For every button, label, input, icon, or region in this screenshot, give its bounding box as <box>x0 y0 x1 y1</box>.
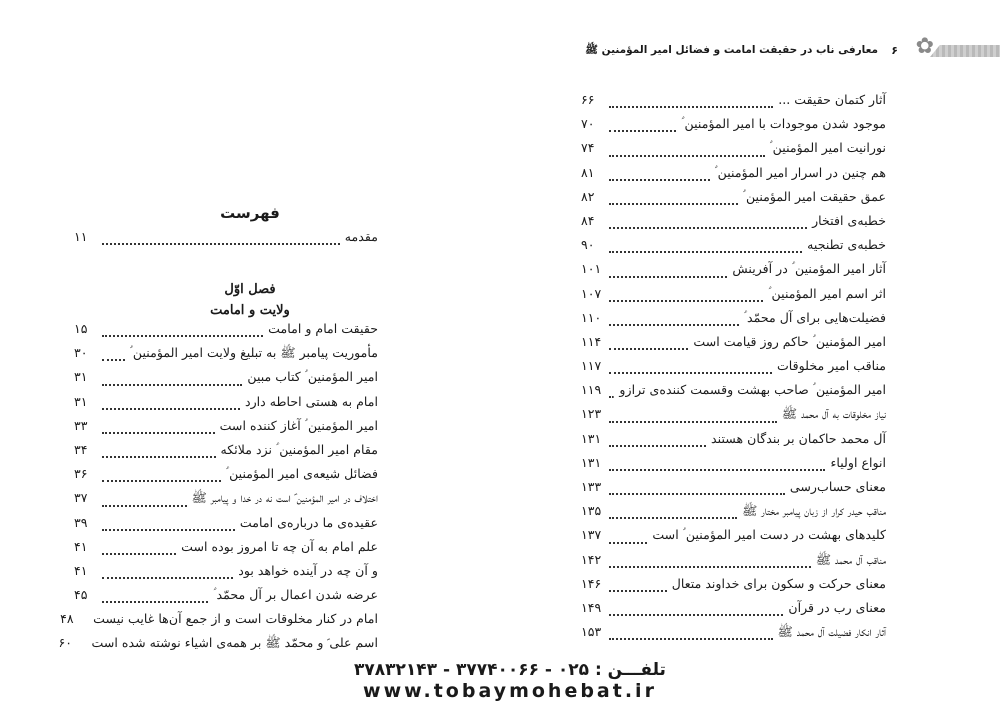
leader-dots <box>609 129 676 132</box>
leader-dots <box>102 479 221 482</box>
toc-entry-page: ۳۶ <box>74 466 88 482</box>
toc-row[interactable] <box>581 286 886 310</box>
toc-entry-page: ۷۴ <box>581 140 595 156</box>
toc-row[interactable] <box>74 394 378 418</box>
toc-entry-page: ۸۱ <box>581 164 595 180</box>
toc-entry-page: ۸۴ <box>581 212 595 228</box>
toc-entry-title: آل محمد حاکمان بر بندگان هستند <box>711 430 886 446</box>
toc-entry-title: معنای رب در قرآن <box>788 599 886 615</box>
toc-row[interactable] <box>74 321 378 345</box>
toc-row[interactable] <box>74 418 378 442</box>
toc-entry-page: ۱۴۹ <box>581 599 602 615</box>
toc-entry-page: ۳۴ <box>74 441 88 457</box>
leader-dots <box>609 492 785 495</box>
toc-row[interactable] <box>74 442 378 466</box>
toc-entry-title: عمق حقیقت امیر المؤمنین ؑ <box>742 188 886 204</box>
toc-entry-page: ۱۳۷ <box>581 527 602 543</box>
toc-entry-page: ۴۱ <box>74 562 88 578</box>
footer-phone <box>320 660 700 680</box>
toc-row[interactable] <box>581 479 886 503</box>
toc-entry-page: ۱۰۱ <box>581 261 602 277</box>
toc-row[interactable] <box>581 116 886 140</box>
leader-dots <box>609 613 783 616</box>
leader-dots <box>609 516 737 519</box>
toc-entry-page: ۶۰ <box>58 635 73 651</box>
toc-row[interactable] <box>581 455 886 479</box>
toc-row[interactable] <box>74 229 378 253</box>
toc-entry-title: امام به هستی احاطه دارد <box>244 393 378 409</box>
toc-entry-title: آثار کتمان حقیقت ... <box>778 92 886 107</box>
leader-dots <box>102 431 215 434</box>
toc-entry-title: و آن چه در آینده خواهد بود <box>238 562 378 578</box>
toc-row[interactable] <box>581 576 886 600</box>
toc-entry-page: ۸۲ <box>581 188 595 204</box>
toc-list-left <box>58 321 378 660</box>
toc-row[interactable] <box>581 213 886 237</box>
website-link[interactable]: www.tobaymohebat.ir <box>363 680 657 702</box>
book-title: معارفی ناب در حقیقت امامت و فضائل امیر المؤمنین ﷺ <box>585 44 878 56</box>
toc-entry-title: کلیدهای بهشت در دست امیر المؤمنین ؑ است <box>652 527 886 543</box>
toc-entry-title: انواع اولیاء <box>830 454 886 470</box>
leader-dots <box>609 226 807 229</box>
toc-entry-page: ۳۷ <box>74 490 88 506</box>
toc-entry-page: ۳۹ <box>74 514 88 530</box>
toc-entry-title: مقدمه <box>344 229 378 244</box>
toc-row[interactable] <box>581 334 886 358</box>
toc-entry-page: ۳۰ <box>74 345 88 361</box>
leader-dots <box>609 395 614 398</box>
toc-entry-title: معنای حرکت و سکون برای خداوند متعال <box>671 575 886 591</box>
toc-entry-title: مناقب امیر مخلوقات <box>776 358 886 374</box>
toc-heading: فهرست <box>220 204 280 222</box>
toc-entry-page: ۱۳۳ <box>581 479 602 494</box>
toc-row[interactable] <box>58 635 378 659</box>
toc-row[interactable] <box>581 189 886 213</box>
toc-entry-title: مناقب آل محمد ﷺ <box>815 551 886 567</box>
toc-row[interactable] <box>74 466 378 490</box>
toc-entry-title: موجود شدن موجودات با امیر المؤمنین ؑ <box>681 116 886 132</box>
toc-entry-title: عقیده‌ی ما درباره‌ی امامت <box>239 514 378 530</box>
toc-entry-page: ۱۳۱ <box>581 454 602 470</box>
leader-dots <box>102 383 242 386</box>
toc-entry-title: خطبه‌ی تطنجیه <box>807 237 886 253</box>
page-number: ۶ <box>891 44 898 57</box>
toc-row[interactable] <box>581 237 886 261</box>
leader-dots <box>609 637 773 640</box>
leader-dots <box>609 105 773 108</box>
toc-entry-title: خطبه‌ی افتخار <box>812 212 886 228</box>
leader-dots <box>102 528 235 531</box>
leader-dots <box>102 358 125 361</box>
toc-entry-page: ۴۸ <box>60 611 74 627</box>
leader-dots <box>609 347 688 350</box>
toc-row[interactable] <box>581 358 886 382</box>
toc-entry-title: امیر المؤمنین ؑ آغاز کننده است <box>219 417 378 433</box>
toc-entry-title: فضائل شیعه‌ی امیر المؤمنین ؑ <box>225 466 378 482</box>
toc-entry-title: معنای حساب‌رسی <box>789 479 886 494</box>
running-header <box>574 34 1000 64</box>
toc-row[interactable] <box>74 587 378 611</box>
toc-entry-page: ۶۶ <box>581 92 595 107</box>
toc-entry-page: ۷۰ <box>581 116 595 132</box>
toc-entry-page: ۱۳۵ <box>581 503 602 519</box>
toc-entry-title: امام در کنار مخلوقات است و از جمع آن‌ها غایب نیست <box>93 611 378 627</box>
toc-entry-title: امیر المؤمنین ؑ حاکم روز قیامت است <box>693 333 886 349</box>
toc-entry-title: امیر المؤمنین ؑ صاحب بهشت وقسمت کننده‌ی ترازو <box>619 382 886 398</box>
toc-row[interactable] <box>581 527 886 551</box>
leader-dots <box>102 242 340 245</box>
toc-entry-page: ۳۱ <box>74 369 88 385</box>
toc-row[interactable] <box>581 406 886 430</box>
leader-dots <box>609 371 772 374</box>
leader-dots <box>102 600 208 603</box>
chapter-title: ولایت و امامت <box>210 303 290 318</box>
toc-entry-title: اسم علی ؑ و محمّد ﷺ بر همه‌ی اشیاء نوشته شده است <box>91 635 378 651</box>
toc-entry-title: عرضه شدن اعمال بر آل محمّد ؑ <box>213 587 378 603</box>
toc-row[interactable] <box>581 140 886 164</box>
leader-dots <box>102 576 233 579</box>
toc-entry-page: ۹۰ <box>581 237 595 253</box>
leader-dots <box>102 552 176 555</box>
toc-entry-title: آثار امیر المؤمنین ؑ در آفرینش <box>732 261 886 277</box>
toc-entry-title: نیاز مخلوقات به آل محمد ﷺ <box>781 406 886 422</box>
toc-intro <box>74 229 378 253</box>
toc-entry-page: ۱۱۹ <box>581 382 602 398</box>
leader-dots <box>609 444 706 447</box>
leader-dots <box>609 178 710 181</box>
toc-list-right <box>581 92 886 648</box>
toc-entry-page: ۱۳۱ <box>581 430 602 446</box>
phone-label: تلفـــن : <box>594 660 666 680</box>
leader-dots <box>102 455 216 458</box>
toc-entry-page: ۱۰۷ <box>581 285 602 301</box>
toc-entry-title: مناقب حیدر کرار از زبان پیامبر مختار ﷺ <box>742 503 886 519</box>
leader-dots <box>609 468 825 471</box>
toc-entry-title: علم امام به آن چه تا امروز بوده است <box>181 538 378 554</box>
toc-entry-title: نورانیت امیر المؤمنین ؑ <box>769 140 886 156</box>
toc-entry-page: ۴۱ <box>74 538 88 554</box>
leader-dots <box>102 504 187 507</box>
toc-entry-page: ۱۴۶ <box>581 575 602 591</box>
toc-entry-title: اختلاف در امیر المؤمنین ؑ است نه در خدا و پیامبر ﷺ <box>191 490 378 506</box>
toc-row[interactable] <box>581 310 886 334</box>
toc-row[interactable] <box>581 600 886 624</box>
floral-ornament-icon: ✿ <box>915 34 934 59</box>
toc-row[interactable] <box>581 165 886 189</box>
toc-entry-title: آثار انکار فضیلت آل محمد ﷺ <box>777 624 886 640</box>
toc-row[interactable] <box>581 382 886 406</box>
toc-entry-title: مقام امیر المؤمنین ؑ نزد ملائکه <box>220 441 378 457</box>
toc-row[interactable] <box>74 539 378 563</box>
leader-dots <box>609 250 802 253</box>
toc-entry-title: امیر المؤمنین ؑ کتاب مبین <box>247 369 378 385</box>
toc-row[interactable] <box>581 503 886 527</box>
leader-dots <box>609 589 667 592</box>
toc-entry-title: حقیقت امام و امامت <box>268 321 378 336</box>
toc-row[interactable] <box>74 345 378 369</box>
toc-row[interactable] <box>60 611 378 635</box>
leader-dots <box>609 323 739 326</box>
toc-row[interactable] <box>74 490 378 514</box>
leader-dots <box>609 565 811 568</box>
toc-entry-title: فضیلت‌هایی برای آل محمّد ؑ <box>743 309 886 325</box>
toc-row[interactable] <box>581 431 886 455</box>
toc-entry-page: ۱۱۰ <box>581 309 602 325</box>
leader-dots <box>609 154 765 157</box>
right-page <box>500 0 1000 707</box>
leader-dots <box>609 299 763 302</box>
toc-entry-title: مأموریت پیامبر ﷺ به تبلیغ ولایت امیر المؤمنین ؑ <box>129 345 378 361</box>
toc-row[interactable] <box>74 515 378 539</box>
leader-dots <box>609 541 647 544</box>
toc-row[interactable] <box>581 624 886 648</box>
toc-row[interactable] <box>581 261 886 285</box>
toc-entry-page: ۱۲۳ <box>581 406 602 422</box>
leader-dots <box>609 275 727 278</box>
toc-entry-page: ۴۵ <box>74 587 88 603</box>
header-decorative-bar <box>930 45 1000 57</box>
leader-dots <box>102 334 263 337</box>
toc-entry-page: ۱۱ <box>74 229 88 244</box>
leader-dots <box>102 407 240 410</box>
toc-entry-page: ۱۴۲ <box>581 551 602 567</box>
toc-entry-title: اثر اسم امیر المؤمنین ؑ <box>768 285 886 301</box>
toc-row[interactable] <box>581 552 886 576</box>
toc-entry-title: هم چنین در اسرار امیر المؤمنین ؑ <box>714 164 886 180</box>
toc-entry-page: ۱۵ <box>74 321 88 336</box>
toc-entry-page: ۳۱ <box>74 393 88 409</box>
toc-entry-page: ۱۱۷ <box>581 358 602 374</box>
toc-row[interactable] <box>581 92 886 116</box>
leader-dots <box>609 202 738 205</box>
toc-entry-page: ۳۳ <box>74 417 88 433</box>
toc-entry-page: ۱۱۴ <box>581 333 602 349</box>
phone-numbers: ۰۲۵ - ۳۷۷۴۰۰۶۶ - ۳۷۸۳۲۱۴۳ <box>354 660 590 680</box>
toc-row[interactable] <box>74 563 378 587</box>
chapter-label: فصل اوّل <box>224 282 276 297</box>
toc-entry-page: ۱۵۳ <box>581 624 602 640</box>
leader-dots <box>609 420 777 423</box>
toc-row[interactable] <box>74 369 378 393</box>
